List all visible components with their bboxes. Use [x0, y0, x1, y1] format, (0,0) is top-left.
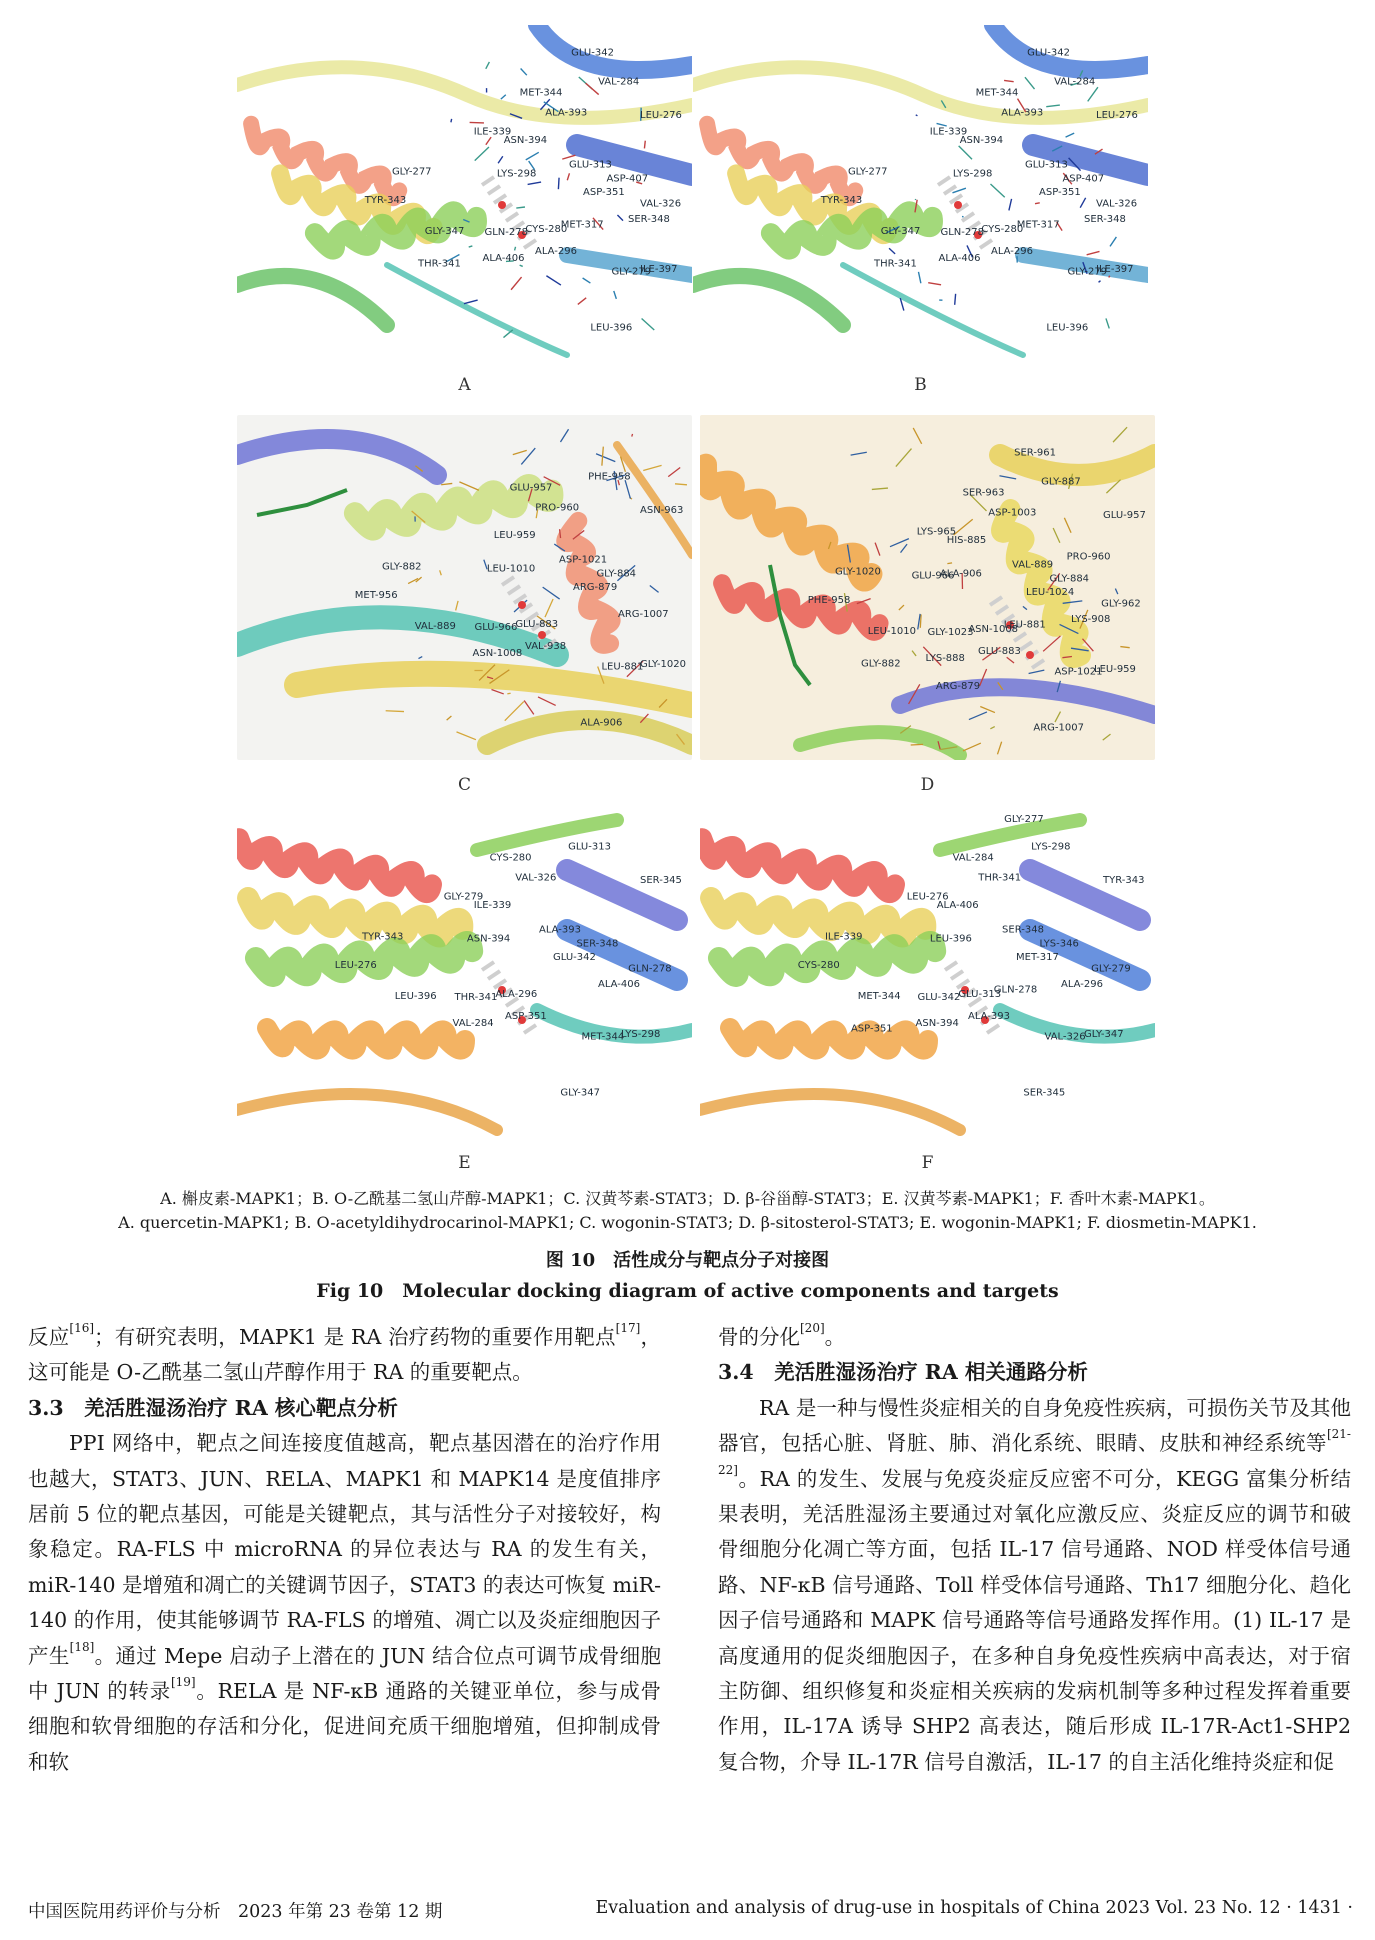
residue-label: ARG-879: [573, 582, 618, 593]
residue-label: SER-348: [627, 213, 670, 225]
residue-label: PHE-958: [807, 595, 851, 607]
residue-label: ASP-351: [505, 1010, 547, 1022]
residue-label: LEU-1010: [867, 626, 917, 638]
residue-label: GLY-1020: [640, 658, 686, 670]
residue-label: ASP-1021: [559, 554, 608, 566]
residue-label: GLY-1020: [834, 566, 881, 578]
residue-label: VAL-938: [525, 640, 567, 652]
residue-label: GLN-278: [628, 963, 672, 975]
residue-label: GLU-313: [568, 841, 611, 853]
residue-label: ASN-394: [915, 1017, 959, 1029]
residue-label: VAL-284: [952, 852, 994, 864]
residue-label: LEU-396: [929, 933, 972, 945]
residue-label: GLY-277: [847, 166, 888, 178]
residue-label: GLY-887: [1041, 476, 1081, 488]
residue-label: MET-317: [1016, 219, 1060, 231]
panel-c: [237, 415, 692, 760]
residue-label: ASN-963: [640, 504, 684, 516]
residue-label: ALA-296: [535, 245, 577, 257]
residue-label: ASN-394: [959, 134, 1004, 146]
panel-c-label: C: [457, 775, 471, 795]
residue-label: ASN-394: [466, 933, 511, 945]
residue-label: MET-317: [560, 219, 604, 231]
residue-label: GLY-347: [560, 1087, 600, 1099]
residue-label: ALA-406: [482, 252, 525, 264]
residue-label: MET-344: [581, 1031, 625, 1043]
residue-label: LEU-276: [334, 960, 377, 972]
residue-label: GLU-957: [509, 482, 553, 494]
panel-d: [700, 415, 1155, 760]
residue-label: GLY-279: [611, 266, 652, 278]
residue-label: SER-345: [640, 874, 682, 886]
residue-label: ALA-406: [938, 252, 981, 264]
residue-label: SER-348: [576, 938, 619, 950]
residue-label: VAL-284: [598, 76, 640, 88]
residue-label: ASP-1021: [1054, 666, 1103, 678]
residue-label: ARG-1007: [617, 608, 669, 620]
residue-label: GLY-347: [880, 226, 921, 238]
residue-label: GLY-277: [1004, 814, 1044, 825]
residue-label: ILE-339: [473, 126, 512, 138]
residue-label: ALA-906: [939, 568, 982, 580]
section-heading-3-3: 3.3 羌活胜湿汤治疗 RA 核心靶点分析: [28, 1395, 398, 1420]
right-column: [718, 1320, 1351, 1780]
residue-label: ALA-406: [936, 899, 979, 911]
residue-label: VAL-284: [452, 1017, 494, 1029]
residue-label: GLY-347: [1084, 1028, 1124, 1040]
residue-label: LEU-881: [601, 661, 644, 673]
residue-label: CYS-280: [981, 223, 1024, 235]
ref-17[interactable]: [17]: [615, 1321, 641, 1335]
panel-a: [237, 25, 692, 365]
residue-label: VAL-889: [1012, 559, 1054, 571]
residue-label: LYS-908: [1070, 613, 1111, 625]
residue-label: THR-341: [873, 258, 917, 270]
residue-label: GLU-883: [978, 645, 1021, 657]
residue-label: GLU-342: [553, 952, 596, 963]
residue-label: LYS-965: [916, 526, 957, 538]
docking-image-a: [237, 25, 692, 365]
left-paragraph-2: PPI 网络中，靶点之间连接度值越高，靶点基因潜在的治疗作用也越大，STAT3、JUN、RELA、MAPK1 和 MAPK14 是度值排序居前 5 位的靶点基因，可能是关键靶点，其与活性分子对接较好，构象稳定。RA-FLS 中 microRNA 的异位表达与 RA 的发生有关，miR-140 是增殖和凋亡的关键调节因子，STAT3 的表达可恢复 miR-140 的作用，使其能够调节 RA-FLS 的增殖、凋亡以及炎症细胞因子产生[18]。通过 Mepe 启动子上潜在的 JUN 结合位点可调节成骨细胞中 JUN 的转录[19]。RELA 是 NF-κB 通路的关键亚单位，参与成骨细胞和软骨细胞的存活和分化，促进间充质干细胞增殖，但抑制成骨和软: [28, 1431, 662, 1774]
ref-18[interactable]: [18]: [69, 1639, 95, 1654]
residue-label: VAL-326: [515, 872, 557, 884]
residue-label: LYS-346: [1039, 938, 1079, 950]
residue-label: THR-341: [978, 872, 1022, 884]
residue-label: SER-963: [962, 487, 1005, 499]
residue-label: ASP-351: [850, 1023, 893, 1035]
residue-label: GLU-966: [474, 621, 518, 633]
residue-label: SER-961: [1014, 447, 1057, 459]
panel-b: [693, 25, 1148, 365]
residue-label: LEU-1024: [1026, 587, 1075, 598]
ref-19[interactable]: [19]: [170, 1675, 196, 1690]
ref-16[interactable]: [16]: [69, 1321, 95, 1335]
residue-label: TYR-343: [820, 195, 863, 207]
residue-label: VAL-326: [640, 198, 682, 210]
residue-label: GLY-279: [1067, 266, 1108, 278]
right-paragraph-1: 骨的分化[20]。: [718, 1321, 846, 1349]
residue-label: GLU-342: [571, 47, 614, 59]
residue-label: LEU-1010: [486, 563, 536, 575]
residue-label: MET-956: [354, 590, 398, 602]
ref-21-22[interactable]: [21-22]: [718, 1427, 1351, 1477]
residue-label: GLY-882: [381, 561, 422, 573]
residue-label: MET-344: [975, 87, 1019, 99]
residue-label: GLU-313: [1025, 159, 1068, 171]
residue-label: SER-348: [1002, 924, 1044, 936]
residue-label: LEU-959: [1094, 663, 1136, 675]
residue-label: VAL-326: [1044, 1031, 1086, 1043]
residue-label: GLY-277: [391, 166, 432, 178]
residue-label: LEU-276: [1096, 109, 1138, 121]
residue-label: GLY-882: [860, 658, 901, 670]
residue-label: GLY-884: [596, 568, 637, 580]
residue-label: GLY-1023: [927, 626, 974, 638]
panel-b-label: B: [914, 375, 927, 395]
residue-label: PRO-960: [535, 502, 580, 514]
residue-label: VAL-889: [414, 621, 456, 633]
residue-label: LEU-396: [590, 322, 633, 334]
residue-label: MET-317: [1016, 952, 1059, 963]
residue-label: TYR-343: [1103, 874, 1145, 886]
residue-label: GLU-957: [1103, 509, 1146, 521]
residue-label: ASN-394: [503, 134, 548, 146]
figure-title-zh: 图 10 活性成分与靶点分子对接图: [545, 1250, 830, 1271]
figure-caption-en: A. quercetin-MAPK1; B. O-acetyldihydrocarinol-MAPK1; C. wogonin-STAT3; D. β-sitosterol-STAT3; E. wogonin-MAPK1; F. diosmetin-MAPK1.: [118, 1213, 1257, 1232]
residue-label: THR-341: [417, 258, 461, 270]
residue-label: VAL-326: [1096, 198, 1138, 210]
residue-label: GLU-313: [569, 159, 612, 171]
docking-image-f: [700, 810, 1155, 1145]
residue-label: ALA-296: [495, 988, 538, 1000]
ref-20[interactable]: [20]: [800, 1321, 825, 1335]
residue-label: LEU-276: [640, 109, 682, 121]
left-paragraph-1: 反应[16]；有研究表明，MAPK1 是 RA 治疗药物的重要作用靶点[17]，这可能是 O-乙酰基二氢山芹醇作用于 RA 的重要靶点。: [28, 1321, 662, 1385]
residue-label: LEU-959: [493, 529, 536, 541]
panel-d-label: D: [920, 775, 935, 795]
residue-label: CYS-280: [797, 960, 840, 972]
residue-label: CYS-280: [489, 852, 532, 864]
residue-label: ILE-339: [824, 931, 863, 943]
residue-label: ARG-1007: [1033, 722, 1084, 734]
residue-label: ALA-406: [597, 978, 640, 990]
residue-label: ASP-351: [583, 187, 625, 198]
residue-label: ALA-393: [968, 1010, 1010, 1022]
docking-image-d: [700, 415, 1155, 760]
residue-label: LEU-881: [1003, 619, 1046, 631]
figure-caption-zh: A. 槲皮素-MAPK1；B. O-乙酰基二氢山芹醇-MAPK1；C. 汉黄芩素-STAT3；D. β-谷甾醇-STAT3；E. 汉黄芩素-MAPK1；F. 香叶木素-MAPK1。: [160, 1189, 1215, 1208]
residue-label: ALA-296: [1060, 978, 1103, 990]
panel-e-label: E: [458, 1153, 471, 1173]
residue-label: LEU-396: [1046, 322, 1089, 334]
panel-e: [237, 810, 692, 1145]
residue-label: ASN-1008: [968, 623, 1019, 635]
footer-journal-en: Evaluation and analysis of drug-use in hospitals of China 2023 Vol. 23 No. 12 · 1431 ·: [595, 1898, 1353, 1918]
residue-label: PHE-958: [588, 471, 631, 483]
residue-label: ALA-393: [1001, 107, 1044, 119]
residue-label: GLY-279: [1091, 963, 1131, 975]
left-column: [28, 1320, 661, 1780]
residue-label: GLY-279: [443, 891, 484, 903]
residue-label: GLU-966: [911, 570, 955, 582]
residue-label: PRO-960: [1066, 551, 1111, 563]
residue-label: ILE-397: [1096, 263, 1134, 275]
figure-title-en: Fig 10 Molecular docking diagram of active components and targets: [316, 1280, 1059, 1302]
residue-label: ILE-339: [929, 126, 968, 138]
residue-label: GLU-342: [917, 991, 961, 1003]
residue-label: GLN-278: [993, 984, 1038, 996]
residue-label: LEU-276: [906, 891, 949, 903]
residue-label: CYS-280: [525, 223, 568, 235]
residue-label: SER-348: [1083, 213, 1126, 225]
residue-label: ASN-1008: [472, 647, 523, 659]
residue-label: GLY-884: [1049, 573, 1090, 585]
footer-journal-zh: 中国医院用药评价与分析 2023 年第 23 卷第 12 期: [28, 1902, 443, 1922]
residue-label: GLY-962: [1101, 598, 1141, 610]
residue-label: LYS-298: [952, 168, 993, 180]
residue-label: ALA-393: [545, 107, 588, 119]
docking-image-b: [693, 25, 1148, 365]
residue-label: THR-341: [454, 991, 498, 1003]
residue-label: HIS-885: [946, 534, 987, 546]
residue-label: GLU-313: [958, 988, 1002, 1000]
residue-label: ALA-393: [539, 924, 582, 936]
residue-label: VAL-284: [1054, 76, 1096, 88]
residue-label: SER-345: [1023, 1087, 1066, 1099]
panel-a-label: A: [458, 375, 471, 395]
residue-label: ILE-339: [473, 899, 512, 911]
residue-label: GLU-342: [1027, 47, 1070, 59]
residue-label: LYS-888: [925, 652, 965, 664]
residue-label: GLN-278: [484, 226, 528, 238]
section-heading-3-4: 3.4 羌活胜湿汤治疗 RA 相关通路分析: [718, 1360, 1088, 1385]
residue-label: ALA-906: [580, 717, 623, 729]
residue-label: LYS-298: [496, 168, 537, 180]
residue-label: LYS-298: [621, 1028, 661, 1040]
panel-f: [700, 810, 1155, 1145]
residue-label: ASP-1003: [988, 507, 1037, 519]
docking-image-c: [237, 415, 692, 760]
residue-label: GLU-883: [515, 618, 559, 630]
residue-label: ASP-351: [1039, 187, 1081, 198]
residue-label: LYS-298: [1031, 841, 1071, 853]
residue-label: GLN-278: [940, 226, 984, 238]
residue-label: ALA-296: [991, 245, 1033, 257]
residue-label: ASP-407: [606, 173, 649, 185]
residue-label: ARG-879: [935, 680, 981, 692]
right-paragraph-2: RA 是一种与慢性炎症相关的自身免疫性疾病，可损伤关节及其他器官，包括心脏、肾脏、肺、消化系统、眼睛、皮肤和神经系统等[21-22]。RA 的发生、发展与免疫炎症反应密不可分，KEGG 富集分析结果表明，羌活胜湿汤主要通过对氧化应激反应、炎症反应的调节和破骨细胞分化凋亡等方面，包括 IL-17 信号通路、NOD 样受体信号通路、NF-κB 信号通路、Toll 样受体信号通路、Th17 细胞分化、趋化因子信号通路和 MAPK 信号通路等信号通路发挥作用。(1) IL-17 是高度通用的促炎细胞因子，在多种自身免疫性疾病中高表达，对于宿主防御、组织修复和炎症相关疾病的发病机制等多种过程发挥着重要作用，IL-17A 诱导 SHP2 高表达，随后形成 IL-17R-Act1-SHP2 复合物，介导 IL-17R 信号自激活，IL-17 的自主活化维持炎症和促: [718, 1395, 1351, 1774]
residue-label: TYR-343: [361, 931, 404, 943]
residue-label: LEU-396: [394, 991, 437, 1003]
residue-label: MET-344: [857, 991, 901, 1003]
residue-label: TYR-343: [364, 195, 407, 207]
residue-label: MET-344: [519, 87, 563, 99]
panel-f-label: F: [921, 1153, 934, 1173]
residue-label: ASP-407: [1062, 173, 1105, 185]
residue-label: ILE-397: [640, 263, 678, 275]
docking-image-e: [237, 810, 692, 1145]
residue-label: GLY-347: [424, 226, 465, 238]
